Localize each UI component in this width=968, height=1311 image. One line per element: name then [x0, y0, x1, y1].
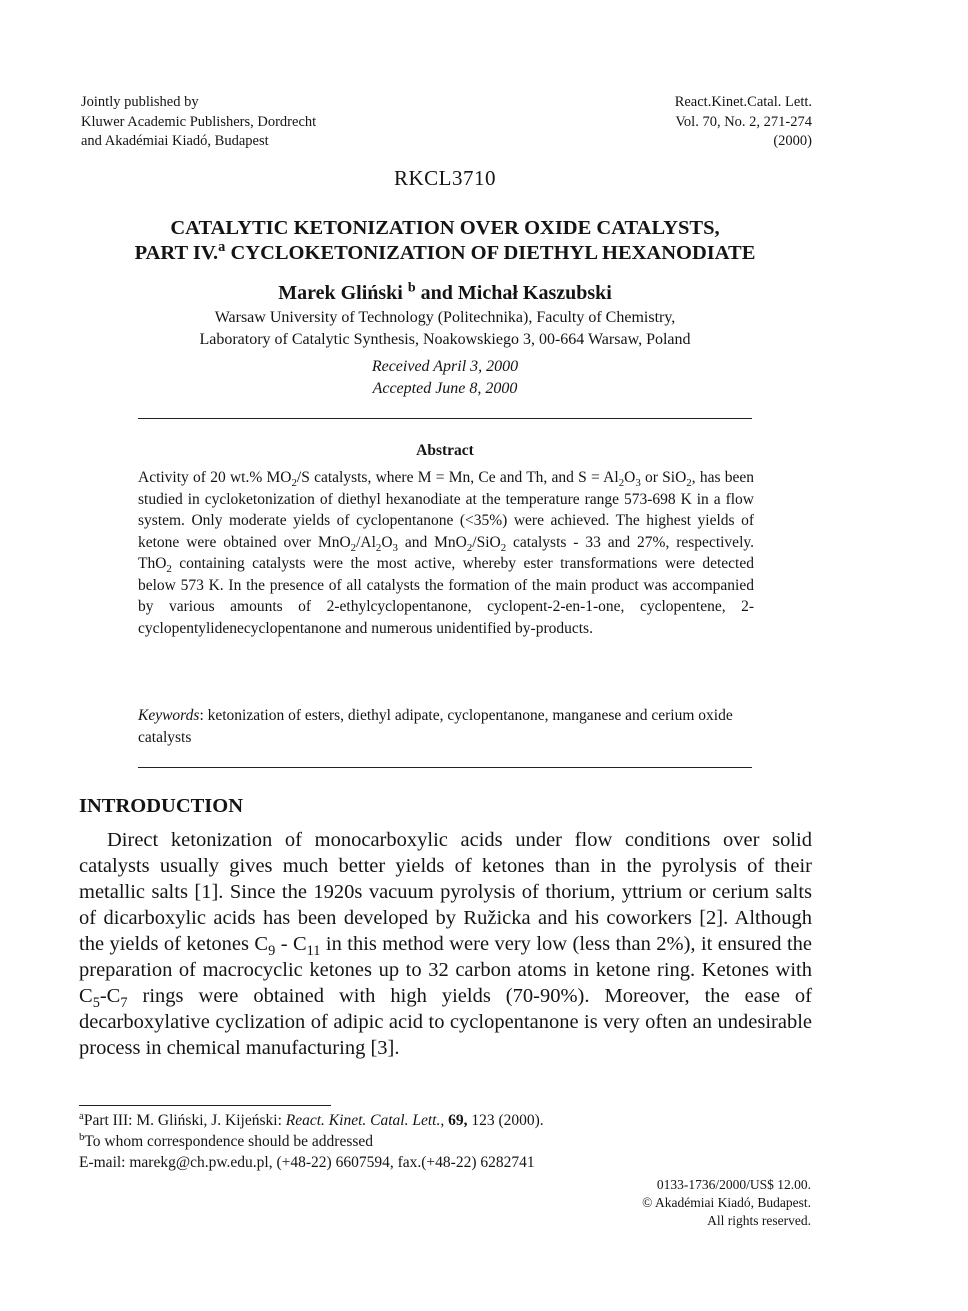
abstract-heading: Abstract [416, 442, 474, 459]
journal-line: React.Kinet.Catal. Lett. [674, 94, 812, 110]
journal-line: (2000) [773, 133, 812, 149]
keywords-label: Keywords [138, 707, 200, 724]
affiliation-line: Laboratory of Catalytic Synthesis, Noakowskiego 3, 00-664 Warsaw, Poland [199, 331, 691, 348]
footnote-b: $^b$To whom correspondence should be addressed [79, 1130, 374, 1150]
title-line-1: CATALYTIC KETONIZATION OVER OXIDE CATALYSTS, [170, 217, 720, 239]
article-code: RKCL3710 [393, 166, 496, 190]
footnotes [79, 1110, 544, 1173]
paper-title [60, 216, 830, 266]
author-footnote-mark: b [407, 280, 416, 296]
authors: Marek Gliński $^b$ and Michał Kaszubski [278, 280, 612, 304]
copyright-block [642, 1176, 811, 1230]
title-line-2: PART IV.$^a$ CYCLOKETONIZATION OF DIETHYL HEXANODIATE [134, 239, 756, 264]
affiliation-line: Warsaw University of Technology (Politechnika), Faculty of Chemistry, [214, 309, 676, 326]
footnote-divider [79, 1105, 331, 1106]
journal-line: Vol. 70, No. 2, 271-274 [675, 113, 812, 130]
publisher-line: Kluwer Academic Publishers, Dordrecht [81, 113, 317, 130]
received-date: Received April 3, 2000 [371, 358, 519, 375]
introduction-text [79, 827, 812, 1061]
journal-citation-block [552, 93, 812, 152]
footnote-email: E-mail: marekg@ch.pw.edu.pl, (+48-22) 6607594, fax.(+48-22) 6282741 [79, 1154, 535, 1171]
keywords-text: : ketonization of esters, diethyl adipate, cyclopentanone, manganese and cerium oxide catalysts [138, 707, 733, 746]
dates [60, 356, 830, 400]
keywords [138, 705, 754, 748]
author-1: Marek Gliński [278, 282, 403, 304]
affiliation [60, 307, 830, 351]
publisher-line: and Akadémiai Kiadó, Budapest [81, 133, 269, 149]
accepted-date: Accepted June 8, 2000 [372, 380, 518, 397]
section-heading: INTRODUCTION [79, 795, 244, 817]
paragraph: Direct ketonization of monocarboxylic acids under flow conditions over solid catalysts usually gives much better yields of ketones than in the pyrolysis of their metallic salts [1]. Since the 1920s vacuum pyrolysis of thorium, yttrium or cerium salts of dicarboxylic acids has been developed by Ružicka and his coworkers [2]. Although the yields of ketones $C_9 - C_{11}$ in this method were very low (less than 2%), it ensured the preparation of macrocyclic ketones up to 32 carbon atoms in ketone ring. Ketones with $C_5-C_7$ rings were obtained with high yields (70-90%). Moreover, the ease of decarboxylative cyclization of adipic acid to cyclopentanone is very often an undesirable process in chemical manufacturing [3]. [79, 829, 812, 1059]
footnote-a: $^a$Part III: M. Gliński, J. Kijeński: React. Kinet. Catal. Lett., 69, 123 (2000). [79, 1109, 544, 1129]
copyright: © Akadémiai Kiadó, Budapest. [642, 1195, 811, 1210]
publisher-block [81, 93, 441, 152]
author-2: Michał Kaszubski [457, 282, 612, 304]
title-footnote-mark: a [218, 239, 226, 256]
rights-reserved: All rights reserved. [707, 1213, 811, 1228]
abstract-text: Activity of 20 wt.% $MO_2/S$ catalysts, where M = Mn, Ce and Th, and $S = Al_2O_3$ or SiO$_2$, has been studied in cycloketonization of diethyl hexanodiate at the temperature range 573-698 K in a flow system. Only moderate yields of cyclopentanone (<35%) were achieved. The highest yields of ketone were obtained over $MnO_2/Al_2O_3$ and MnO$_2$/SiO$_2$ catalysts - 33 and 27%, respectively. ThO$_2$ containing catalysts were the most active, whereby ester transformations were detected below 573 K. In the presence of all catalysts the formation of the main product was accompanied by various amounts of 2-ethylcyclopentanone, cyclopent-2-en-1-one, cyclopentene, 2-cyclopentylidenecyclopentanone and numerous unidentified by-products. [138, 469, 755, 637]
publisher-line: Jointly published by [81, 94, 199, 110]
divider [138, 767, 752, 768]
issn-price: 0133-1736/2000/US$ 12.00. [656, 1177, 811, 1192]
divider [138, 418, 752, 419]
